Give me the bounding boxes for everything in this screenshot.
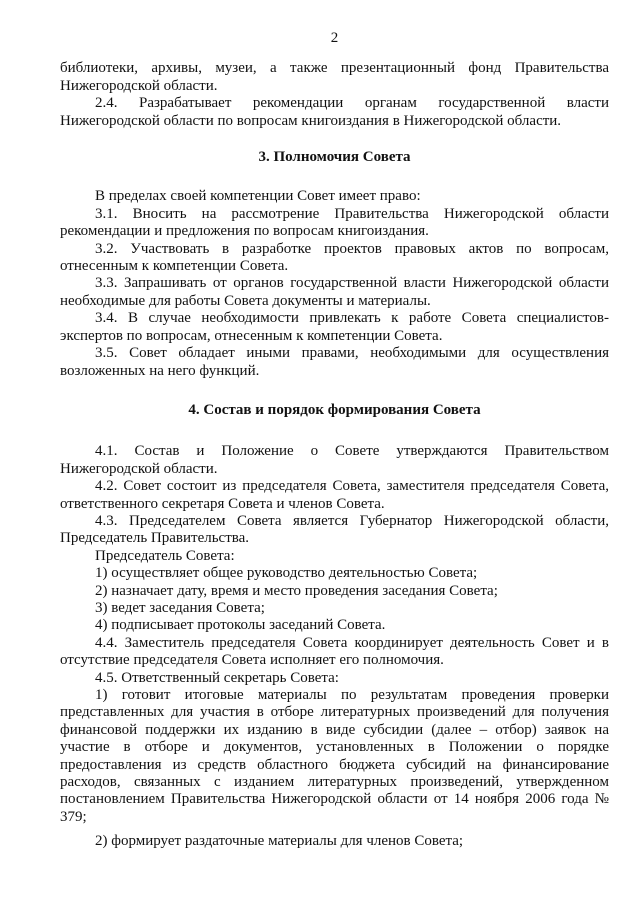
- paragraph-continuation: библиотеки, архивы, музеи, а также презентационный фонд Правительства Нижегородской области.: [60, 60, 609, 94]
- chair-duty-2: 2) назначает дату, время и место проведения заседания Совета;: [95, 582, 498, 599]
- paragraph-3-5: 3.5. Совет обладает иными правами, необходимыми для осуществления возложенных на него функций.: [60, 345, 609, 379]
- chair-duty-3: 3) ведет заседания Совета;: [95, 599, 265, 616]
- section-4-heading: 4. Состав и порядок формирования Совета: [188, 401, 481, 418]
- chair-intro: Председатель Совета:: [95, 547, 235, 564]
- paragraph-2-4: 2.4. Разрабатывает рекомендации органам государственной власти Нижегородской области по вопросам книгоиздания в Нижегородской области.: [60, 95, 609, 129]
- paragraph-3-3: 3.3. Запрашивать от органов государственной власти Нижегородской области необходимые для работы Совета документы и материалы.: [60, 275, 609, 309]
- paragraph-4-2: 4.2. Совет состоит из председателя Совета, заместителя председателя Совета, ответственного секретаря Совета и членов Совета.: [60, 478, 609, 512]
- paragraph-4-5: 4.5. Ответственный секретарь Совета:: [95, 669, 339, 686]
- paragraph-4-4: 4.4. Заместитель председателя Совета координирует деятельность Совет и в отсутствие председателя Совета исполняет его полномочия.: [60, 634, 609, 669]
- chair-duty-1: 1) осуществляет общее руководство деятельностью Совета;: [95, 565, 478, 582]
- paragraph-3-4: 3.4. В случае необходимости привлекать к работе Совета специалистов-экспертов по вопросам, отнесенным к компетенции Совета.: [60, 310, 609, 344]
- secretary-duty-1: 1) готовит итоговые материалы по результатам проведения проверки представленных для участия в отборе литературных произведений для получения финансовой поддержки их изданию в виде субсидии (далее – отбор) заявок на участие в отборе и документов, установленных в Положении о порядке предоставления из средств областного бюджета субсидий на финансирование расходов, связанных с изданием литературных произведений, утвержденном постановлением Правительства Нижегородской области от 14 ноября 2006 года № 379;: [60, 687, 609, 825]
- section-3-intro: В пределах своей компетенции Совет имеет право:: [95, 188, 421, 205]
- page-number: 2: [330, 30, 339, 46]
- secretary-duty-2: 2) формирует раздаточные материалы для членов Совета;: [95, 833, 464, 850]
- document-page: [60, 30, 609, 851]
- paragraph-3-2: 3.2. Участвовать в разработке проектов правовых актов по вопросам, отнесенным к компетенции Совета.: [60, 240, 609, 275]
- paragraph-4-3: 4.3. Председателем Совета является Губернатор Нижегородской области, Председатель Правительства.: [60, 512, 609, 547]
- chair-duty-4: 4) подписывает протоколы заседаний Совета.: [95, 617, 386, 634]
- section-3-heading: 3. Полномочия Совета: [258, 149, 411, 166]
- paragraph-4-1: 4.1. Состав и Положение о Совете утверждаются Правительством Нижегородской области.: [60, 443, 609, 477]
- paragraph-3-1: 3.1. Вносить на рассмотрение Правительства Нижегородской области рекомендации и предложения по вопросам книгоиздания.: [60, 205, 609, 240]
